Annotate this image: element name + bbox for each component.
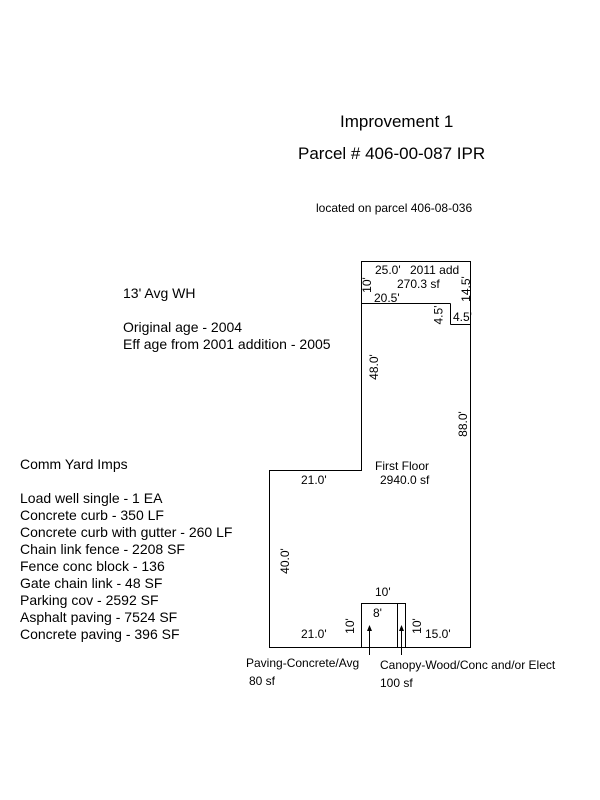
list-item: Fence conc block - 136 [20, 558, 165, 574]
notch-vertical-label: 4.5' [431, 305, 446, 325]
paving-area: 80 sf [249, 674, 276, 688]
small-box-right-label: 10' [409, 618, 424, 634]
canopy-area: 100 sf [380, 676, 413, 690]
small-box-left-label: 10' [342, 618, 357, 634]
canopy-label: Canopy-Wood/Conc and/or Elect [380, 658, 556, 672]
canopy-arrowhead [399, 625, 404, 631]
list-item: Chain link fence - 2208 SF [20, 541, 185, 557]
list-item: Concrete curb with gutter - 260 LF [20, 524, 233, 540]
addition-area-label: 270.3 sf [397, 277, 440, 291]
original-age: Original age - 2004 [123, 319, 243, 335]
addition-name-label: 2011 add [410, 263, 460, 277]
list-item: Load well single - 1 EA [20, 490, 163, 506]
right-wall-label: 88.0' [455, 411, 470, 437]
step-width-label: 21.0' [301, 473, 327, 487]
paving-arrowhead [367, 625, 372, 631]
located-on-parcel: located on parcel 406-08-036 [316, 201, 473, 215]
left-lower-wall-label: 40.0' [277, 548, 292, 574]
paving-label: Paving-Concrete/Avg [246, 656, 360, 670]
left-upper-wall-label: 48.0' [366, 354, 381, 380]
list-item: Parking cov - 2592 SF [20, 592, 159, 608]
improvement-title: Improvement 1 [340, 112, 454, 131]
yard-imps-heading: Comm Yard Imps [20, 456, 128, 472]
addition-depth-label: 10' [359, 277, 374, 293]
small-box-top-label: 10' [375, 585, 391, 599]
paving-box [362, 604, 406, 648]
first-floor-area: 2940.0 sf [380, 473, 430, 487]
bottom-left-width-label: 21.0' [301, 627, 327, 641]
notch-horizontal-label: 4.5' [453, 310, 472, 324]
list-item: Concrete paving - 396 SF [20, 626, 180, 642]
effective-age: Eff age from 2001 addition - 2005 [123, 336, 331, 352]
list-item: Asphalt paving - 7524 SF [20, 609, 178, 625]
parcel-number: Parcel # 406-00-087 IPR [298, 144, 486, 163]
first-floor-label: First Floor [375, 459, 429, 473]
small-box-inner-label: 8' [373, 606, 382, 620]
addition-inner-width-label: 20.5' [374, 291, 400, 305]
avg-wall-height: 13' Avg WH [123, 285, 196, 301]
addition-width-label: 25.0' [375, 263, 401, 277]
addition-right-depth-label: 14.5' [458, 276, 473, 302]
list-item: Concrete curb - 350 LF [20, 507, 164, 523]
list-item: Gate chain link - 48 SF [20, 575, 163, 591]
bottom-right-width-label: 15.0' [425, 627, 451, 641]
